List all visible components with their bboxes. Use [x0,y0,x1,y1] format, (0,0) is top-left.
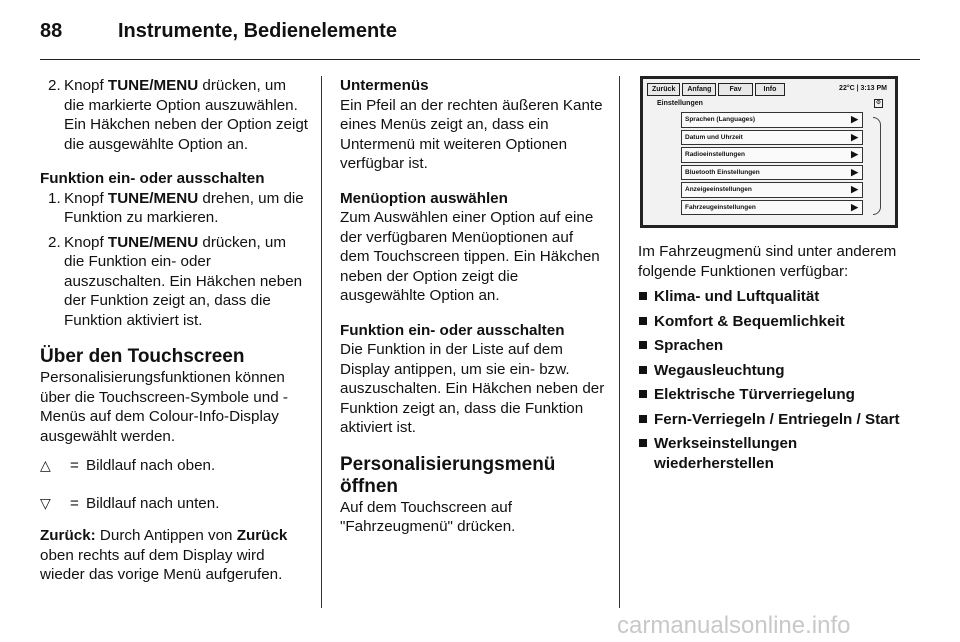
section-heading: Untermenüs [340,77,429,94]
column-1 [40,76,310,585]
scrollbar-graphic [873,117,881,215]
paragraph: Personalisierungsfunktionen können über die Touchscreen-Symbole und -Menüs auf dem Colour-Info-Display ausgewählt werden. [40,369,288,445]
list-item: 2. Knopf TUNE/MENU drücken, um die markierte Option auszuwählen. Ein Häkchen neben der Option zeigt die ausgewählte Option an. [48,77,309,153]
scroll-up-icon: △ [40,457,51,473]
watermark: carmanualsonline.info [617,612,851,639]
list-item: Anzeigeeinstellungen ▶ [681,182,863,198]
arrow-right-icon: ▶ [851,149,858,159]
column-divider-1 [321,76,322,608]
paragraph: Auf dem Touchscreen auf "Fahrzeugmenü" drücken. [340,498,516,535]
list-item: 1. Knopf TUNE/MENU drehen, um die Funktion zu markieren. [48,189,304,226]
section-title: Über den Touchscreen [40,346,245,367]
settings-icon: ⚙ [875,100,882,106]
tab-zurueck: Zurück [647,83,680,96]
display-illustration [640,76,898,228]
display-status: 22°C | 3:13 PM [839,85,887,92]
list-item: 2. Knopf TUNE/MENU drücken, um die Funktion ein- oder auszuschalten. Ein Häkchen neben der Funktion zeigt an, dass die Funktion aktiviert ist. [48,233,303,329]
column-3 [638,242,913,478]
list-item: Bluetooth Einstellungen ▶ [681,165,863,181]
arrow-right-icon: ▶ [851,166,858,177]
arrow-right-icon: ▶ [851,114,858,124]
list-item: Datum und Uhrzeit ▶ [681,130,863,146]
scroll-down-icon: ▽ [40,495,51,511]
list-item: Elektrische Türverriegelung [638,385,913,405]
display-tabs [647,83,787,96]
column-2 [340,76,605,537]
list-item: Wegausleuchtung [638,361,913,381]
feature-list [638,287,913,473]
section-heading: Menüoption auswählen [340,189,508,207]
section-heading: Funktion ein- oder ausschalten [340,321,565,339]
paragraph: Zum Auswählen einer Option auf eine der verfügbaren Menüoptionen auf dem Touchscreen tippen. Ein Häkchen neben der Option zeigt die ausgewählte Option an. [340,209,600,304]
step-list-2 [40,189,310,331]
page-header [40,18,920,60]
paragraph: Die Funktion in der Liste auf dem Display antippen, um sie ein- bzw. auszuschalten. Ein Häkchen neben der Funktion zeigt an, dass die Funktion aktiviert ist. [340,341,605,436]
display-title: Einstellungen [657,100,703,107]
display-menu [681,112,863,217]
tab-info: Info [755,83,786,96]
tab-fav: Fav [718,83,752,96]
list-item: Klima- und Luftqualität [638,287,913,307]
arrow-right-icon: ▶ [851,131,858,142]
arrow-right-icon: ▶ [851,184,858,194]
list-item: Fern-Verriegeln / Entriegeln / Start [638,410,913,430]
page-title: Instrumente, Bedienelemente [118,20,397,42]
arrow-right-icon: ▶ [851,201,858,212]
column-divider-2 [619,76,620,608]
step-list-1 [40,76,310,154]
list-item: Sprachen [638,336,913,356]
list-item: Radioeinstellungen ▶ [681,147,863,163]
paragraph: Zurück: Durch Antippen von Zurück oben rechts auf dem Display wird wieder das vorige Menü aufgerufen. [40,527,288,583]
symbol-row-down: ▽ = Bildlauf nach unten. [40,495,220,512]
section-heading: Funktion ein- oder ausschalten [40,170,265,187]
paragraph: Im Fahrzeugmenü sind unter anderem folgende Funktionen verfügbar: [638,243,897,280]
paragraph: Ein Pfeil an der rechten äußeren Kante eines Menüs zeigt an, dass ein Untermenü mit weiteren Optionen verfügbar ist. [340,96,603,172]
section-title: Personalisierungsmenü öffnen [340,453,556,497]
symbol-row-up: △ = Bildlauf nach oben. [40,457,216,474]
page-number: 88 [40,20,63,42]
list-item: Werkseinstellungen wiederherstellen [638,434,913,473]
tab-anfang: Anfang [682,83,716,96]
list-item: Fahrzeugeinstellungen ▶ [681,200,863,216]
list-item: Sprachen (Languages) ▶ [681,112,863,128]
list-item: Komfort & Bequemlichkeit [638,312,913,332]
